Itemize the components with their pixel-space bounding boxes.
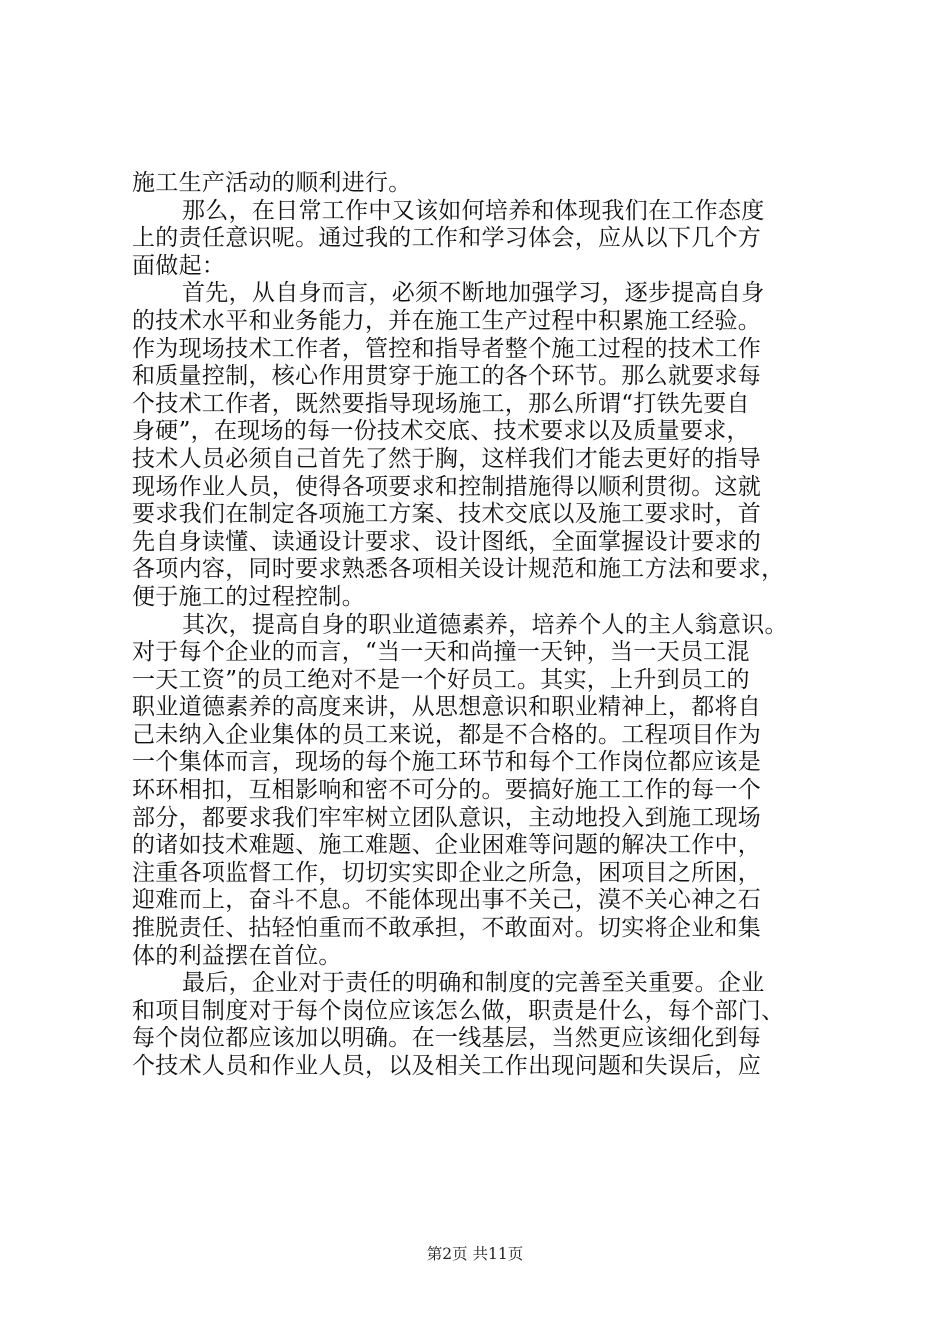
text-line: 技术人员必须自己首先了然于胸，这样我们才能去更好的指导 bbox=[132, 445, 762, 472]
text-line: 个技术工作者，既然要指导现场施工，那么所谓“打铁先要自 bbox=[132, 390, 750, 417]
document-body bbox=[132, 170, 832, 1081]
paragraph-first-line: 那么，在日常工作中又该如何培养和体现我们在工作态度 bbox=[182, 197, 765, 224]
text-line: 体的利益摆在首位。 bbox=[132, 942, 342, 969]
paragraph-first-line: 首先，从自身而言，必须不断地加强学习，逐步提高自身 bbox=[182, 280, 765, 307]
text-line: 和质量控制，核心作用贯穿于施工的各个环节。那么就要求每 bbox=[132, 363, 762, 390]
text-line: 各项内容，同时要求熟悉各项相关设计规范和施工方法和要求， bbox=[132, 556, 785, 583]
text-line: 个技术人员和作业人员，以及相关工作出现问题和失误后，应 bbox=[132, 1053, 762, 1079]
page-number-label: 第2页 共11页 bbox=[426, 1245, 524, 1263]
text-line: 的技术水平和业务能力，并在施工生产过程中积累施工经验。 bbox=[132, 307, 762, 334]
text-line: 推脱责任、拈轻怕重而不敢承担，不敢面对。切实将企业和集 bbox=[132, 915, 762, 942]
paragraph-first-line: 其次，提高自身的职业道德素养，培养个人的主人翁意识。 bbox=[182, 611, 788, 638]
text-line: 和项目制度对于每个岗位应该怎么做，职责是什么，每个部门、 bbox=[132, 997, 785, 1024]
text-line: 要求我们在制定各项施工方案、技术交底以及施工要求时，首 bbox=[132, 501, 762, 528]
text-line: 一天工资”的员工绝对不是一个好员工。其实，上升到员工的 bbox=[132, 666, 750, 693]
text-line: 职业道德素养的高度来讲，从思想意识和职业精神上，都将自 bbox=[132, 694, 762, 721]
text-line: 环环相扣，互相影响和密不可分的。要搞好施工工作的每一个 bbox=[132, 777, 762, 804]
text-line: 注重各项监督工作，切切实实即企业之所急，困项目之所困， bbox=[132, 859, 762, 886]
text-line: 先自身读懂、读通设计要求、设计图纸，全面掌握设计要求的 bbox=[132, 528, 762, 555]
paragraph-first-line: 最后，企业对于责任的明确和制度的完善至关重要。企业 bbox=[182, 970, 765, 997]
text-line: 便于施工的过程控制。 bbox=[132, 583, 365, 610]
text-line: 每个岗位都应该加以明确。在一线基层，当然更应该细化到每 bbox=[132, 1025, 762, 1052]
text-line: 身硬”，在现场的每一份技术交底、技术要求以及质量要求， bbox=[132, 418, 750, 445]
text-line: 施工生产活动的顺利进行。 bbox=[132, 170, 412, 196]
text-line: 一个集体而言，现场的每个施工环节和每个工作岗位都应该是 bbox=[132, 749, 762, 776]
text-line: 上的责任意识呢。通过我的工作和学习体会，应从以下几个方 bbox=[132, 225, 762, 252]
text-line: 对于每个企业的而言，“当一天和尚撞一天钟，当一天员工混 bbox=[132, 639, 750, 666]
text-line: 面做起： bbox=[132, 252, 226, 279]
text-line: 的诸如技术难题、施工难题、企业困难等问题的解决工作中， bbox=[132, 832, 762, 859]
text-line: 现场作业人员，使得各项要求和控制措施得以顺利贯彻。这就 bbox=[132, 473, 762, 500]
text-line: 迎难而上，奋斗不息。不能体现出事不关己，漠不关心神之石 bbox=[132, 887, 762, 914]
text-line: 部分，都要求我们牢牢树立团队意识，主动地投入到施工现场 bbox=[132, 804, 762, 831]
text-line: 己未纳入企业集体的员工来说，都是不合格的。工程项目作为 bbox=[132, 721, 762, 748]
text-line: 作为现场技术工作者，管控和指导者整个施工过程的技术工作 bbox=[132, 335, 762, 362]
page-footer bbox=[0, 1244, 950, 1264]
